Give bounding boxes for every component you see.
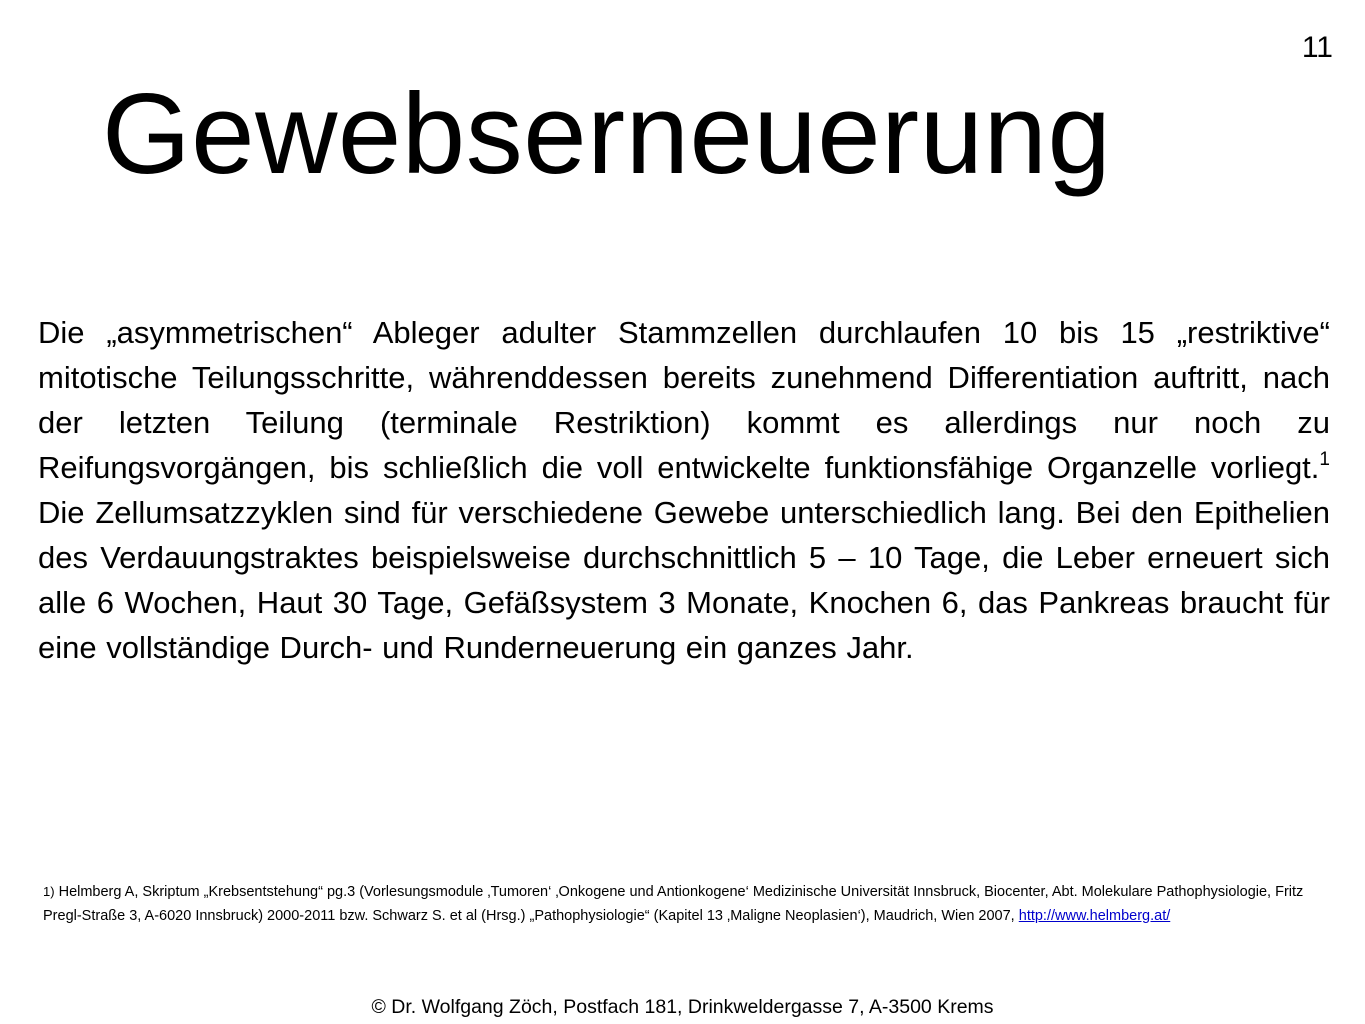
footnote-marker: 1) [43, 884, 55, 899]
footnote [43, 880, 1313, 928]
body-text-part1: Die „asymmetrischen“ Ableger adulter Stammzellen durchlaufen 10 bis 15 „restriktive“ mitotische Teilungsschritte, währenddessen bereits zunehmend Differentiation auftritt, nach der letzten Teilung (terminale Restriktion) kommt es allerdings nur noch zu Reifungsvorgängen, bis schließlich die voll entwickelte funktionsfähige Organzelle vorliegt. [38, 315, 1330, 485]
page-title: Gewebserneuerung [102, 71, 1112, 198]
copyright-footer: © Dr. Wolfgang Zöch, Postfach 181, Drinkweldergasse 7, A-3500 Krems [371, 996, 994, 1018]
footnote-text: Helmberg A, Skriptum „Krebsentstehung“ pg.3 (Vorlesungsmodule ‚Tumoren‘ ‚Onkogene und Antionkogene‘ Medizinische Universität Innsbruck, Biocenter, Abt. Molekulare Pathophysiologie, Fritz Pregl-Straße 3, A-6020 Innsbruck) 2000-2011 bzw. Schwarz S. et al (Hrsg.) „Pathophysiologie“ (Kapitel 13 ‚Maligne Neoplasien‘), Maudrich, Wien 2007, [43, 884, 1304, 924]
helmberg-link[interactable]: http://www.helmberg.at/ [1018, 908, 1171, 924]
page-number: 11 [1301, 31, 1333, 64]
body-paragraph [38, 310, 1330, 670]
footnote-reference[interactable]: 1 [1319, 448, 1330, 470]
body-text-part2: Die Zellumsatzzyklen sind für verschiedene Gewebe unterschiedlich lang. Bei den Epithelien des Verdauungstraktes beispielsweise durchschnittlich 5 – 10 Tage, die Leber erneuert sich alle 6 Wochen, Haut 30 Tage, Gefäßsystem 3 Monate, Knochen 6, das Pankreas braucht für eine vollständige Durch- und Runderneuerung ein ganzes Jahr. [38, 495, 1330, 665]
